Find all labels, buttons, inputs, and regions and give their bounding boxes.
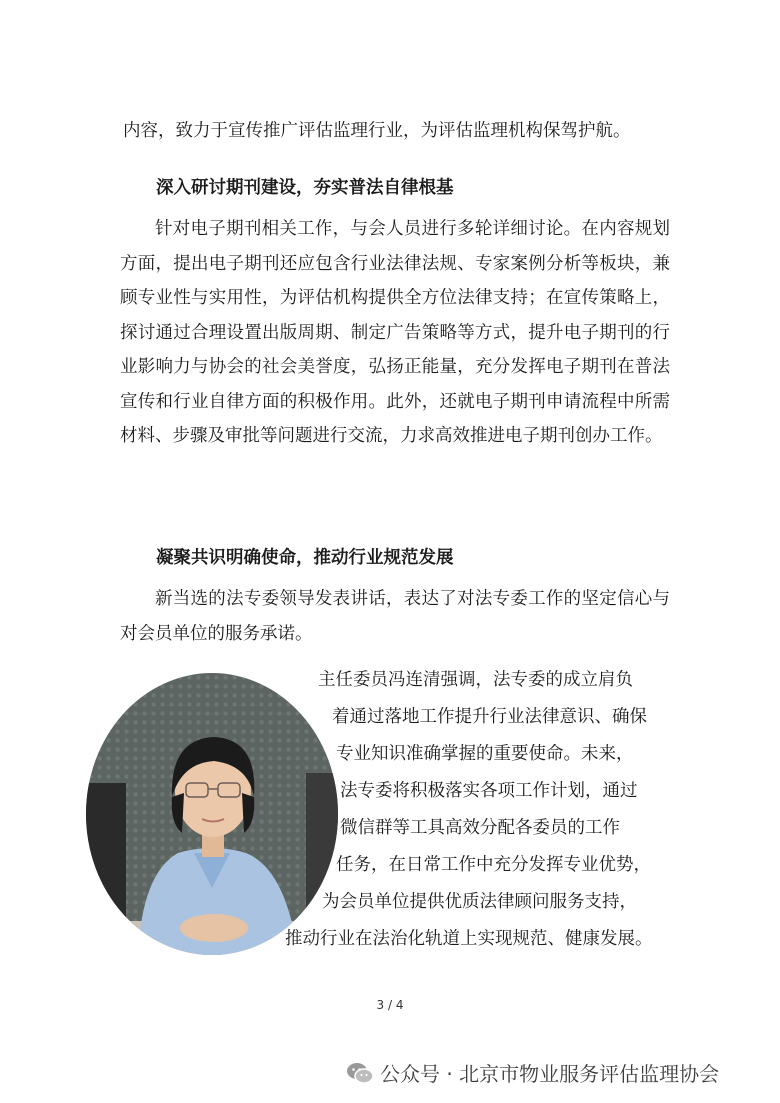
wrap-line: 任务，在日常工作中充分发挥专业优势， [336,855,651,875]
footer-watermark [346,1058,719,1087]
wrap-line: 着通过落地工作提升行业法律意识、确保 [332,707,647,727]
footer-text: 公众号 · 北京市物业服务评估监理协会 [380,1062,720,1086]
wrap-line: 法专委将积极落实各项工作计划，通过 [340,781,638,801]
wrap-line: 专业知识准确掌握的重要使命。未来， [336,744,634,764]
wrap-line: 微信群等工具高效分配各委员的工作 [340,818,620,838]
wrap-line: 为会员单位提供优质法律顾问服务支持， [322,892,637,912]
section1-heading: 深入研讨期刊建设，夯实普法自律根基 [156,178,454,198]
wechat-icon [346,1061,374,1085]
wrap-line: 主任委员冯连清强调，法专委的成立肩负 [318,670,633,690]
page-number: 3 / 4 [376,998,404,1012]
section2-heading: 凝聚共识明确使命，推动行业规范发展 [156,548,454,568]
section1-paragraph: 针对电子期刊相关工作，与会人员进行多轮详细讨论。在内容规划方面，提出电子期刊还应包含行业法律法规、专家案例分析等板块，兼顾专业性与实用性，为评估机构提供全方位法律支持；在宣传策略上，探讨通过合理设置出版周期、制定广告策略等方式，提升电子期刊的行业影响力与协会的社会美誉度，弘扬正能量，充分发挥电子期刊在普法宣传和行业自律方面的积极作用。此外，还就电子期刊申请流程中所需材料、步骤及审批等问题进行交流，力求高效推进电子期刊创办工作。 [120,219,670,446]
speaker-photo [86,673,338,955]
wrap-line: 推动行业在法治化轨道上实现规范、健康发展。 [285,929,653,949]
intro-line: 内容，致力于宣传推广评估监理行业，为评估监理机构保驾护航。 [123,121,631,141]
section2-paragraph: 新当选的法专委领导发表讲话，表达了对法专委工作的坚定信心与对会员单位的服务承诺。 [120,589,670,644]
